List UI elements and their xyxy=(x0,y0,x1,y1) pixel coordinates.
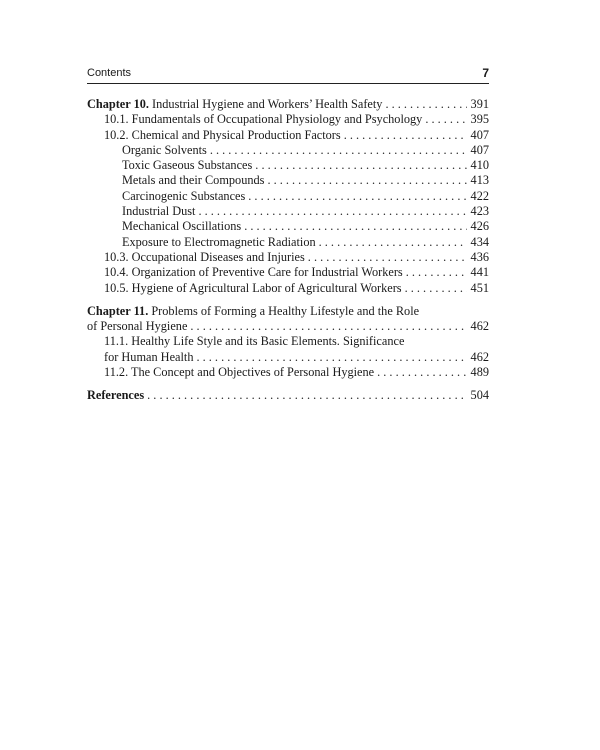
section-gap xyxy=(87,380,489,388)
toc-entry-10-2 xyxy=(87,128,489,143)
toc-entry-10-3 xyxy=(87,250,489,265)
leader-dots xyxy=(244,219,467,234)
leader-dots xyxy=(425,112,467,127)
toc-entry-carcinogenic xyxy=(87,189,489,204)
leader-dots xyxy=(406,265,467,280)
page-number: 422 xyxy=(470,188,489,203)
leader-dots xyxy=(405,281,467,296)
page-number: 391 xyxy=(470,97,489,111)
leader-dots xyxy=(319,235,467,250)
leader-dots xyxy=(210,143,467,158)
entry-title: Metals and their Compounds xyxy=(122,173,265,188)
leader-dots xyxy=(385,97,467,112)
page-number: 504 xyxy=(470,388,489,403)
leader-dots xyxy=(198,204,467,219)
entry-title: Toxic Gaseous Substances xyxy=(122,158,253,173)
toc-entry-mechanical xyxy=(87,219,489,234)
header-title: Contents xyxy=(87,67,132,79)
leader-dots xyxy=(344,128,467,143)
toc-entry-references xyxy=(87,388,489,403)
page-number: 441 xyxy=(470,265,489,280)
entry-title: 10.3. Occupational Diseases and Injuries xyxy=(104,249,305,264)
page-number: 434 xyxy=(470,234,489,249)
page-number: 413 xyxy=(470,173,489,188)
toc-entry-electromagnetic xyxy=(87,235,489,250)
entry-title: Industrial Dust xyxy=(122,204,196,219)
toc-entry-toxic-gaseous xyxy=(87,158,489,173)
chapter-number: Chapter 10. xyxy=(87,97,149,111)
toc-entry-11-2 xyxy=(87,365,489,380)
header-page-number: 7 xyxy=(482,66,489,80)
page-number: 489 xyxy=(470,365,489,380)
page-number: 423 xyxy=(470,204,489,219)
toc-entry-chapter-10 xyxy=(87,97,489,112)
entry-title: 10.4. Organization of Preventive Care for Industrial Workers xyxy=(104,265,403,280)
page-number: 451 xyxy=(470,280,489,295)
toc-entry-10-5 xyxy=(87,281,489,296)
chapter-number: Chapter 11. xyxy=(87,303,149,318)
toc-entry-10-1 xyxy=(87,112,489,127)
entry-title: 11.2. The Concept and Objectives of Personal Hygiene xyxy=(104,365,375,380)
page-number: 407 xyxy=(470,142,489,157)
page-number: 426 xyxy=(470,219,489,234)
leader-dots xyxy=(377,365,467,380)
entry-title-cont: for Human Health xyxy=(104,349,194,364)
leader-dots xyxy=(147,388,467,403)
references-title: References xyxy=(87,388,145,403)
page-number: 436 xyxy=(470,249,489,264)
leader-dots xyxy=(190,319,467,334)
entry-title: 10.5. Hygiene of Agricultural Labor of Agricultural Workers xyxy=(104,280,402,295)
chapter-title: Industrial Hygiene and Workers’ Health Safety xyxy=(148,97,383,111)
leader-dots xyxy=(248,189,467,204)
leader-dots xyxy=(196,350,467,365)
entry-title: Mechanical Oscillations xyxy=(122,219,242,234)
leader-dots xyxy=(255,158,467,173)
toc-entry-10-4 xyxy=(87,265,489,280)
chapter-title: Problems of Forming a Healthy Lifestyle and the Role xyxy=(148,303,420,318)
page-number: 395 xyxy=(470,112,489,127)
leader-dots xyxy=(308,250,467,265)
entry-title: 10.1. Fundamentals of Occupational Physiology and Psychology xyxy=(104,112,423,127)
entry-title: Carcinogenic Substances xyxy=(122,188,246,203)
toc-entry-metals xyxy=(87,173,489,188)
entry-title: 10.2. Chemical and Physical Production Factors xyxy=(104,127,341,142)
toc-entry-chapter-11-line1 xyxy=(87,304,489,319)
toc-entry-industrial-dust xyxy=(87,204,489,219)
leader-dots xyxy=(267,173,467,188)
entry-title: Exposure to Electromagnetic Radiation xyxy=(122,234,316,249)
page-number: 410 xyxy=(470,158,489,173)
toc-entry-11-1-line2 xyxy=(87,350,489,365)
entry-title: 11.1. Healthy Life Style and its Basic Elements. Significance xyxy=(104,334,405,349)
toc-entry-organic-solvents xyxy=(87,143,489,158)
page-number: 462 xyxy=(470,319,489,334)
chapter-title-cont: of Personal Hygiene xyxy=(87,319,188,334)
section-gap xyxy=(87,296,489,304)
toc-entry-11-1-line1 xyxy=(87,334,489,349)
page-number: 407 xyxy=(470,127,489,142)
running-header xyxy=(87,67,489,84)
table-of-contents xyxy=(87,97,489,404)
page-number: 462 xyxy=(470,349,489,364)
entry-title: Organic Solvents xyxy=(122,142,207,157)
toc-entry-chapter-11-line2 xyxy=(87,319,489,334)
